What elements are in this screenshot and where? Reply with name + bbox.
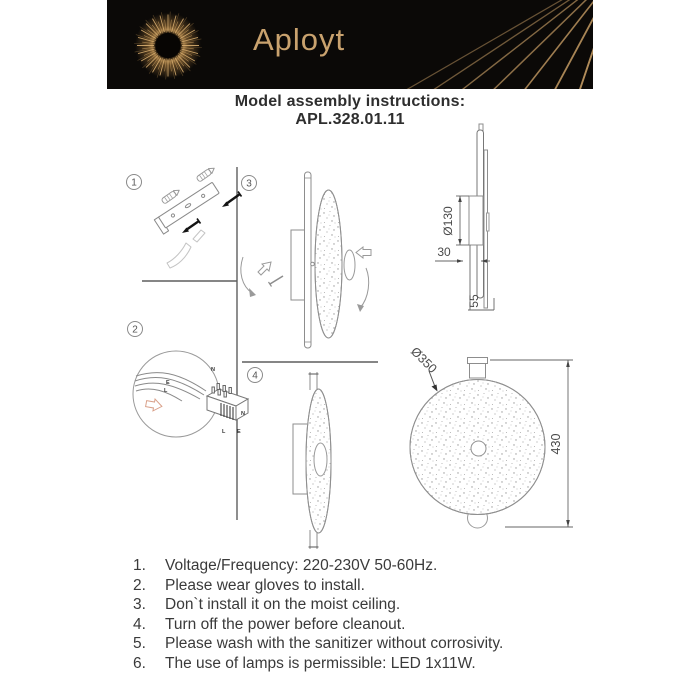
step-3-badge	[242, 176, 257, 191]
instruction-list	[133, 556, 673, 674]
instruction-item	[133, 576, 673, 596]
instruction-item	[133, 595, 673, 615]
instruction-number: 4.	[133, 615, 146, 633]
instruction-text: Turn off the power before cleanout.	[165, 615, 406, 633]
brand-banner	[107, 0, 593, 89]
step-1-drawing	[154, 166, 241, 268]
svg-text:2: 2	[132, 324, 138, 336]
instruction-number: 3.	[133, 596, 146, 614]
instruction-text: Please wear gloves to install.	[165, 576, 365, 594]
step-4-drawing	[293, 372, 331, 549]
step-3-drawing	[241, 172, 371, 348]
push-arrow	[356, 247, 371, 258]
front-view-drawing	[408, 344, 573, 528]
instruction-item	[133, 634, 673, 654]
step-2-drawing	[133, 351, 248, 437]
instruction-number: 5.	[133, 635, 146, 653]
push-arrow	[258, 262, 271, 275]
svg-text:55: 55	[467, 294, 481, 308]
instruction-item	[133, 654, 673, 674]
svg-text:L: L	[164, 388, 168, 394]
model-number: APL.328.01.11	[295, 111, 405, 128]
instruction-number: 2.	[133, 576, 146, 594]
instruction-number: 1.	[133, 557, 146, 574]
instruction-text: Don`t install it on the moist ceiling.	[165, 596, 401, 614]
svg-text:4: 4	[252, 370, 258, 382]
step-1-badge	[127, 175, 142, 190]
svg-text:N: N	[241, 411, 245, 417]
screw	[222, 192, 242, 208]
diffuser-disc	[315, 190, 342, 338]
svg-text:E: E	[166, 380, 170, 386]
corner-rays-decoration	[375, 0, 593, 89]
sunburst-logo-icon	[134, 12, 202, 80]
brand-logo-text: Aployt	[253, 22, 346, 57]
svg-text:430: 430	[549, 433, 563, 455]
instruction-item	[133, 556, 673, 576]
instruction-text: Please wash with the sanitizer without corrosivity.	[165, 635, 504, 653]
svg-text:3: 3	[246, 178, 252, 190]
wall-anchor	[161, 188, 181, 204]
svg-text:Ø130: Ø130	[441, 206, 455, 236]
screw	[269, 276, 284, 287]
page-title: Model assembly instructions:	[234, 93, 466, 110]
alignment-hint	[167, 230, 205, 268]
svg-text:N: N	[211, 367, 215, 373]
instruction-text: Voltage/Frequency: 220-230V 50-60Hz.	[165, 557, 438, 574]
svg-text:1: 1	[131, 177, 137, 189]
rotate-arrow	[357, 268, 369, 312]
rotate-arrow	[241, 257, 256, 297]
instruction-number: 6.	[133, 654, 146, 672]
svg-text:E: E	[237, 429, 241, 435]
step-2-badge	[128, 322, 143, 337]
wall-anchor	[196, 166, 216, 182]
side-view-drawing	[435, 124, 494, 310]
heading-block	[0, 93, 700, 129]
banner-art	[107, 0, 593, 89]
step-4-badge	[248, 368, 263, 383]
svg-text:Ø350: Ø350	[408, 344, 440, 376]
instruction-item	[133, 615, 673, 635]
screw	[182, 219, 201, 234]
svg-text:L: L	[222, 429, 226, 435]
instruction-text: The use of lamps is permissible: LED 1x11W.	[165, 654, 476, 672]
svg-text:30: 30	[437, 245, 451, 259]
